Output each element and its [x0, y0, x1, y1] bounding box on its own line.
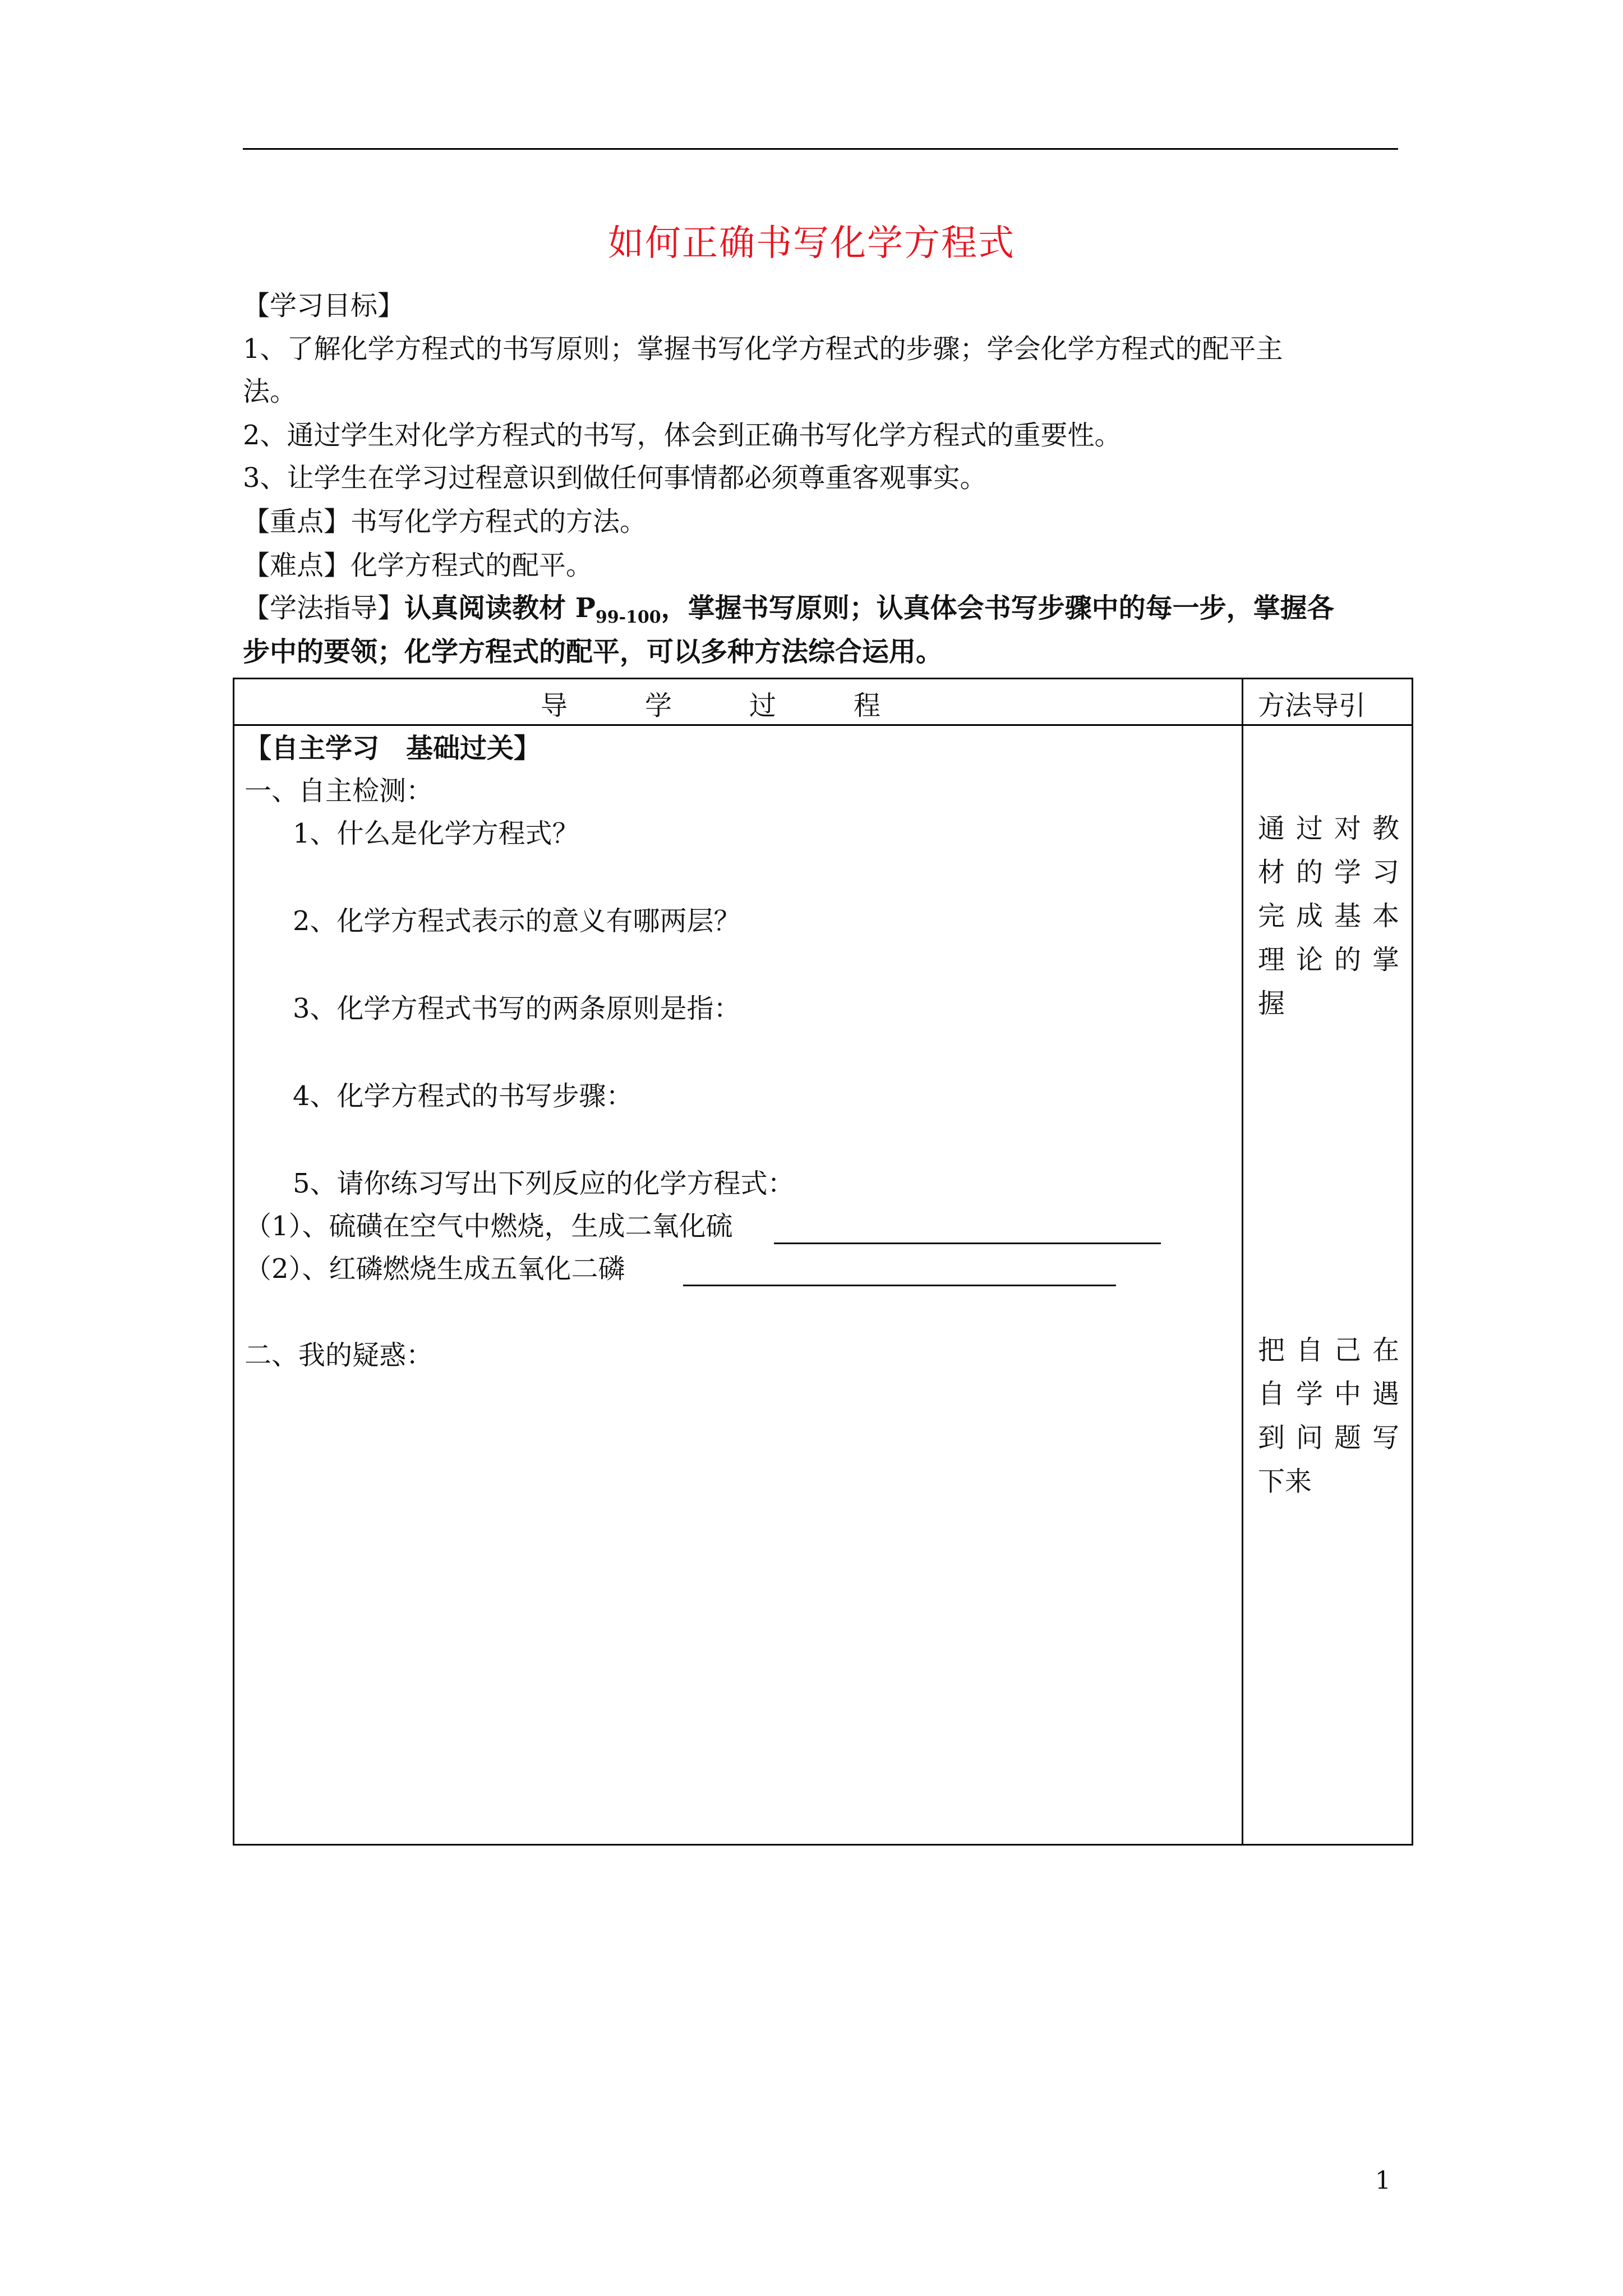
- note1-line: 完成基本: [1258, 900, 1399, 932]
- method-note-1: [1258, 807, 1399, 1025]
- note1-line: 握: [1258, 988, 1285, 1019]
- part2-title: 二、我的疑惑：: [245, 1340, 434, 1371]
- note2-line: 自学中遇: [1258, 1378, 1399, 1410]
- header-process-cell: [234, 679, 1243, 725]
- objective-3: 3、让学生在学习过程意识到做任何事情都必须尊重客观事实。: [243, 462, 987, 494]
- method-text-a: 认真阅读教材 P: [404, 592, 596, 624]
- header-rule: [243, 148, 1398, 150]
- note2-line: 下来: [1258, 1466, 1312, 1497]
- method-label: 【学法指导】: [243, 592, 405, 624]
- page-number: 1: [1375, 2166, 1391, 2195]
- header-method-cell: [1243, 679, 1413, 725]
- question-5: 5、请你练习写出下列反应的化学方程式：: [293, 1168, 795, 1199]
- study-table: [233, 678, 1413, 1846]
- question-2: 2、化学方程式表示的意义有哪两层？: [293, 905, 741, 937]
- difficulty: 【难点】化学方程式的配平。: [243, 550, 593, 581]
- note2-line: 到问题写: [1258, 1422, 1399, 1453]
- question-5-1: （1）、硫磺在空气中燃烧，生成二氧化硫: [245, 1211, 733, 1242]
- method-note-cell: [1243, 725, 1413, 1845]
- method-line-2: 步中的要领；化学方程式的配平，可以多种方法综合运用。: [243, 636, 943, 668]
- question-4: 4、化学方程式的书写步骤：: [293, 1080, 633, 1112]
- process-cell: [234, 725, 1243, 1845]
- objectives-heading: 【学习目标】: [243, 290, 405, 321]
- method-page-range: 99-100: [595, 608, 661, 627]
- objective-1-line-2: 法。: [243, 376, 297, 407]
- page-title: 如何正确书写化学方程式: [608, 223, 1015, 264]
- header-method: 方法导引: [1258, 690, 1366, 721]
- key-point: 【重点】书写化学方程式的方法。: [243, 506, 647, 537]
- method-note-2: [1258, 1328, 1399, 1503]
- section-title: 【自主学习 基础过关】: [245, 733, 541, 764]
- objective-2: 2、通过学生对化学方程式的书写，体会到正确书写化学方程式的重要性。: [243, 420, 1122, 451]
- part1-title: 一、自主检测：: [245, 775, 434, 807]
- question-1: 1、什么是化学方程式？: [293, 818, 579, 849]
- answer-blank-1[interactable]: [774, 1243, 1161, 1244]
- method-text-b: ，掌握书写原则；认真体会书写步骤中的每一步，掌握各: [661, 592, 1334, 624]
- question-5-2: （2）、红磷燃烧生成五氧化二磷: [245, 1253, 625, 1285]
- question-3: 3、化学方程式书写的两条原则是指：: [293, 993, 741, 1024]
- objective-1-line-1: 1、了解化学方程式的书写原则；掌握书写化学方程式的步骤；学会化学方程式的配平主: [243, 333, 1283, 365]
- note2-line: 把自己在: [1258, 1335, 1399, 1366]
- note1-line: 通过对教: [1258, 813, 1399, 844]
- note1-line: 理论的掌: [1258, 944, 1399, 976]
- header-process: 导学过程: [540, 690, 958, 721]
- method-line-1: [243, 591, 1334, 634]
- note1-line: 材的学习: [1258, 857, 1399, 888]
- answer-blank-2[interactable]: [683, 1285, 1116, 1286]
